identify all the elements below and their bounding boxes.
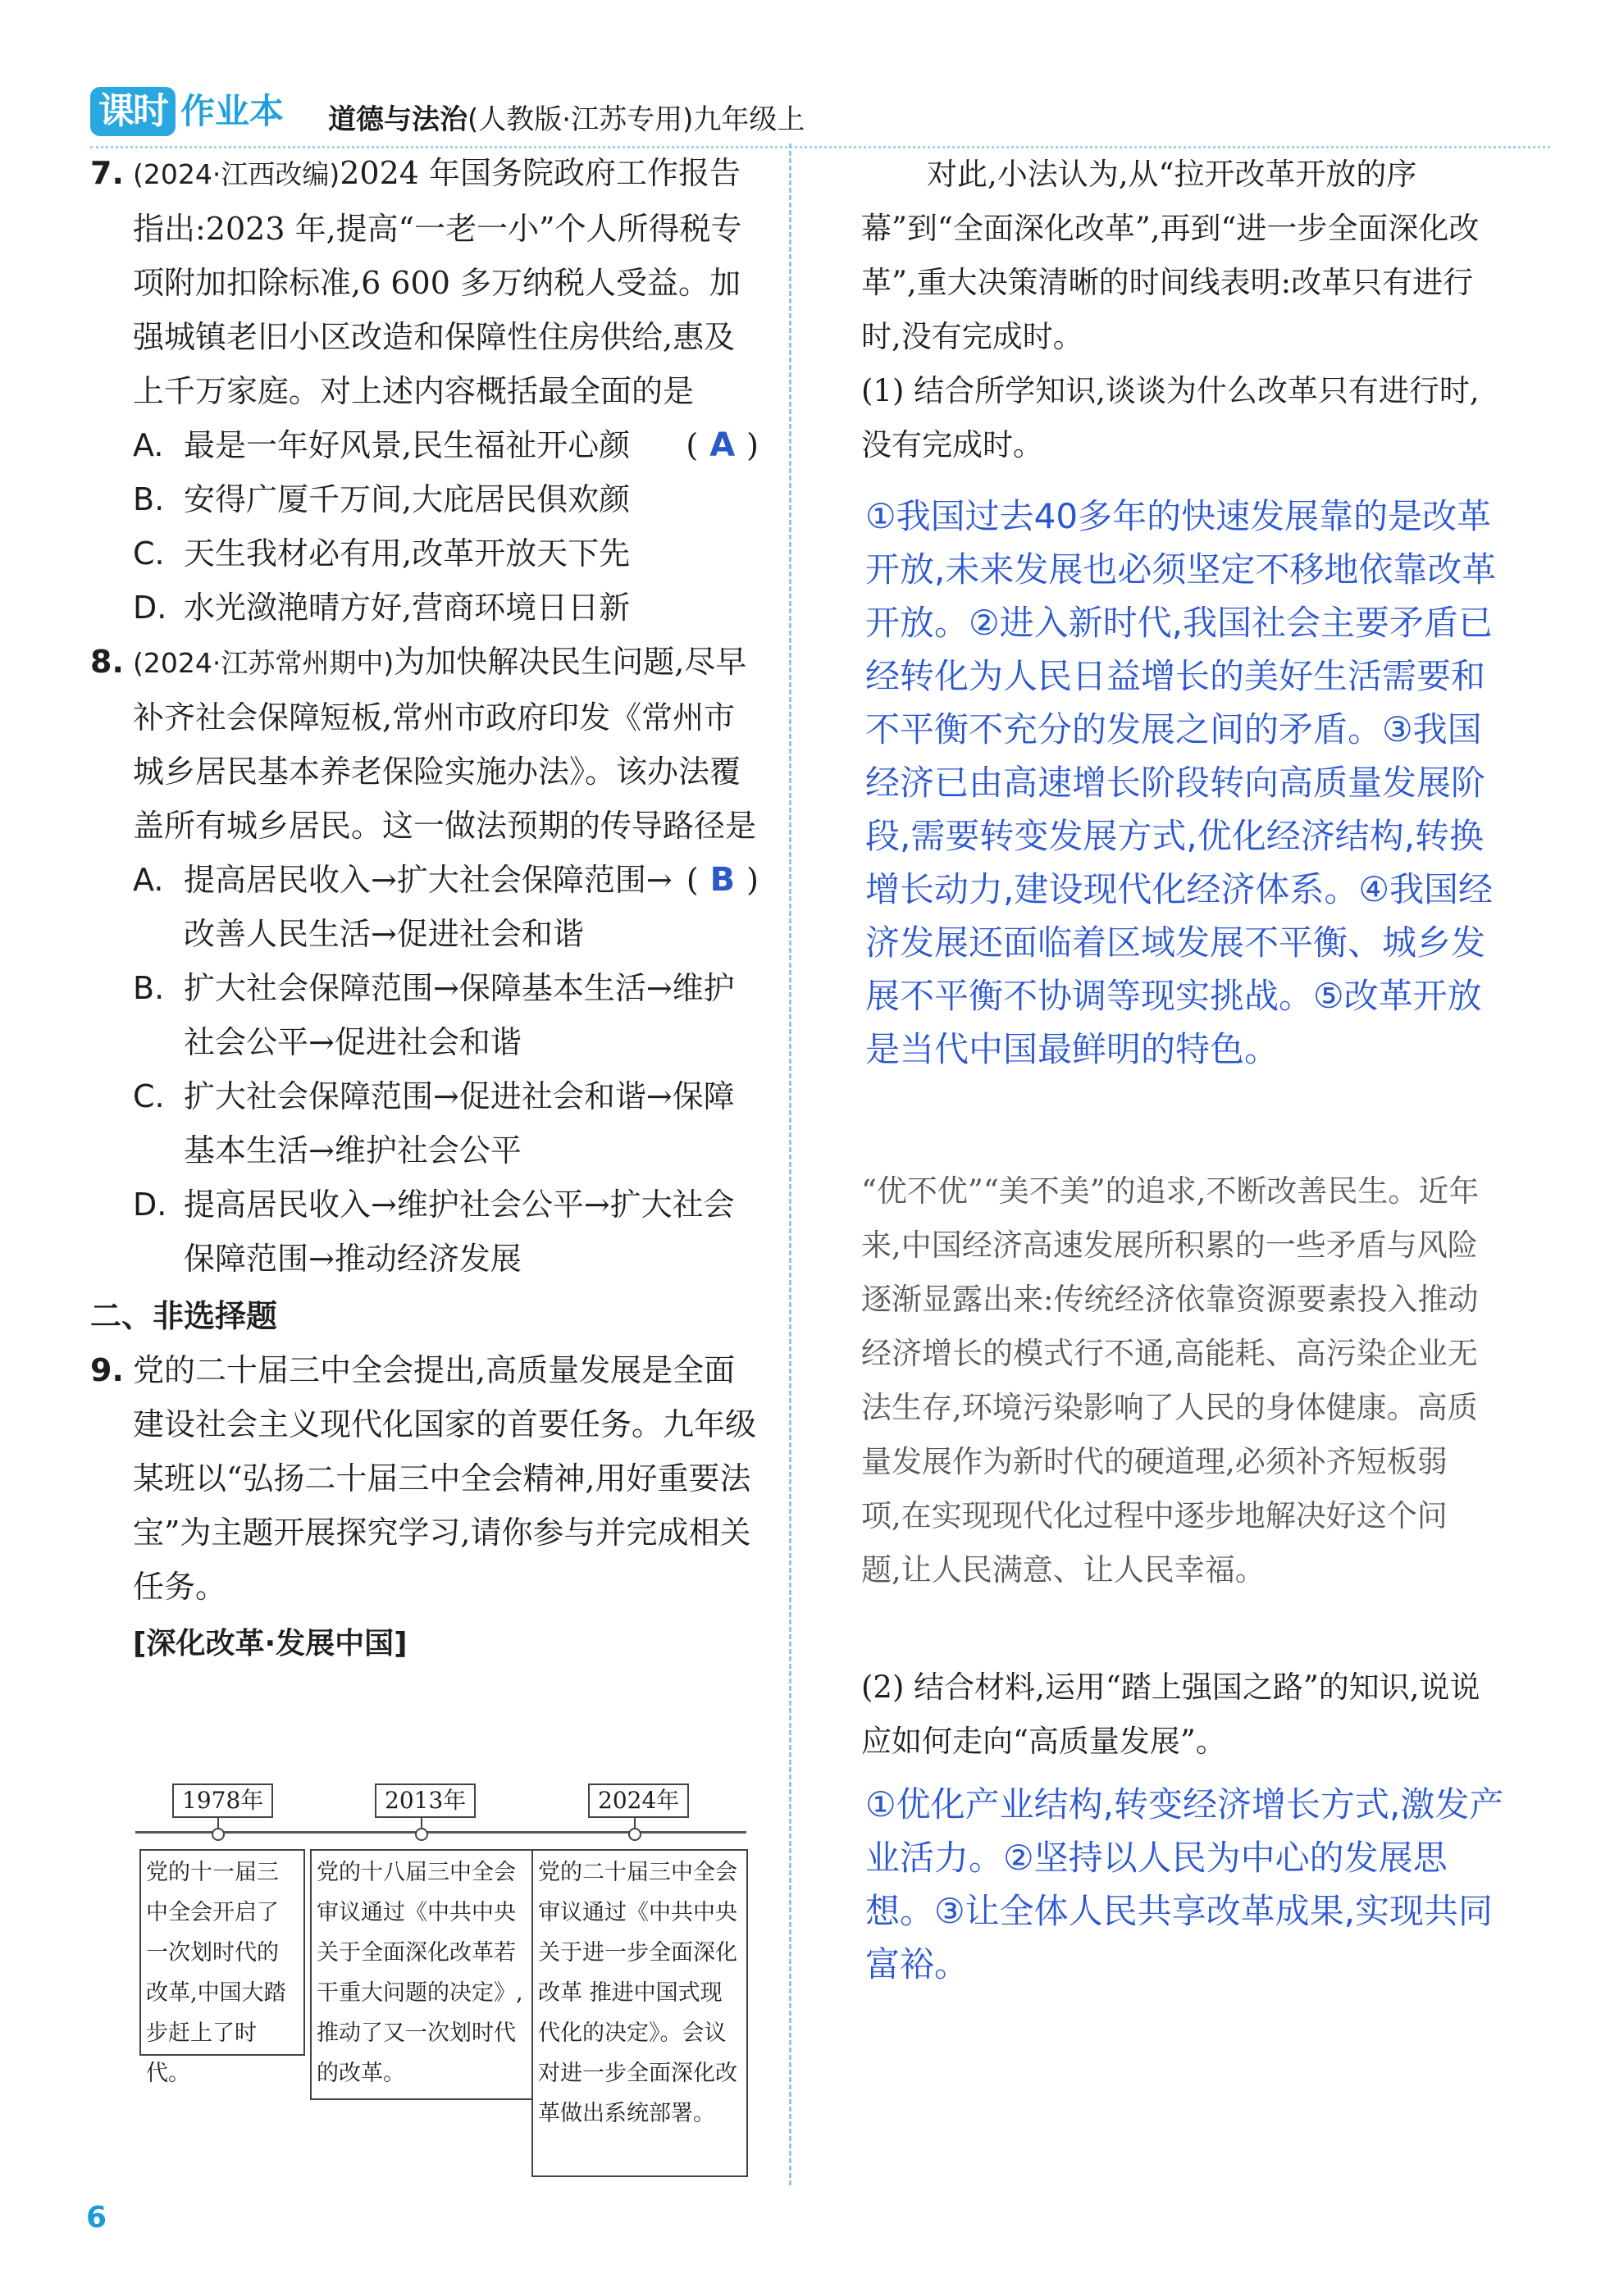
option-c (133, 526, 759, 581)
question-8 (90, 635, 759, 899)
bracket-right: ) (746, 862, 759, 898)
subject-name: 道德与法治 (328, 103, 467, 136)
answer-choice: A (709, 426, 736, 464)
option-text: 提高居民收入→维护社会公平→扩大社会保障范围→推动经济发展 (184, 1187, 735, 1277)
option-d (133, 1178, 759, 1286)
logo-text: 作业本 (180, 91, 285, 131)
intro-paragraph: 对此,小法认为,从“拉开改革开放的序幕”到“全面深化改革”,再到“进一步全面深化改革”,重大决策清晰的时间线表明:改革只有进行时,没有完成时。 (861, 157, 1480, 354)
timeline-pin (628, 1828, 641, 1841)
question-number: 7. (90, 155, 124, 191)
option-text: 水光潋滟晴方好,营商环境日日新 (184, 590, 631, 626)
bracket-right: ) (746, 427, 759, 463)
brand-logo (90, 87, 284, 138)
timeline-event: 党的十一届三中全会开启了一次划时代的改革,中国大踏步赶上了时代。 (139, 1849, 305, 2056)
option-letter: D. (133, 1187, 167, 1223)
option-letter: A. (133, 862, 164, 898)
option-text: 安得广厦千万间,大庇居民俱欢颜 (184, 481, 631, 517)
timeline-pin (415, 1828, 428, 1841)
timeline-year: 2024年 (588, 1784, 689, 1818)
option-text: 最是一年好风景,民生福祉开心颜 (184, 427, 631, 463)
option-letter: C. (133, 1078, 165, 1114)
question-stem: 为加快解决民生问题,尽早补齐社会保障短板,常州市政府印发《常州市城乡居民基本养老保险实施办法》。该办法覆盖所有城乡居民。这一做法预期的传导路径是 (133, 644, 757, 844)
option-b (133, 472, 759, 526)
question-stem: 党的二十届三中全会提出,高质量发展是全面建设社会主义现代化国家的首要任务。九年级某班以“弘扬二十届三中全会精神,用好重要法宝”为主题开展探究学习,请你参与并完成相关任务。 (133, 1352, 757, 1605)
handwritten-answer-2: ①优化产业结构,转变经济增长方式,激发产业活力。②坚持以人民为中心的发展思想。③让全体人民共享改革成果,实现共同富裕。 (865, 1784, 1504, 1984)
option-text: 天生我材必有用,改革开放天下先 (184, 535, 631, 572)
option-a (133, 418, 759, 472)
sub-question-1: (1) 结合所学知识,谈谈为什么改革只有进行时,没有完成时。 (861, 373, 1480, 462)
option-d (133, 581, 759, 635)
option-letter: A. (133, 427, 164, 463)
option-b (133, 961, 759, 1069)
question-9 (90, 1343, 759, 1614)
option-text: 扩大社会保障范围→促进社会和谐→保障基本生活→维护社会公平 (184, 1078, 735, 1168)
page-header (90, 82, 1550, 148)
timeline-year: 1978年 (172, 1784, 273, 1818)
subject-title (328, 97, 805, 137)
timeline-pin (212, 1828, 225, 1841)
grade-label: 九年级上 (693, 103, 805, 136)
option-text: 提高居民收入→扩大社会保障范围→改善人民生活→促进社会和谐 (184, 862, 673, 952)
option-c (133, 1069, 759, 1178)
option-letter: B. (133, 481, 165, 517)
page-number: 6 (86, 2201, 107, 2234)
timeline-axis (135, 1831, 746, 1834)
question-source: (2024·江苏常州期中) (133, 647, 395, 679)
option-a (133, 853, 759, 961)
bracket-left: ( (686, 427, 699, 463)
edition-label: (人教版·江苏专用) (467, 103, 694, 136)
left-column (90, 146, 759, 1671)
bracket-left: ( (686, 862, 699, 898)
right-column (861, 148, 1485, 472)
material-heading: [深化改革·发展中国] (133, 1627, 408, 1660)
question-number: 8. (90, 644, 124, 680)
handwritten-answer-1: ①我国过去40多年的快速发展靠的是改革开放,未来发展也必须坚定不移地依靠改革开放。②进入新时代,我国社会主要矛盾已经转化为人民日益增长的美好生活需要和不平衡不充分的发展之间的矛盾。③我国经济已由高速增长阶段转向高质量发展阶段,需要转变发展方式,优化经济结构,转换增长动力,建设现代化经济体系。④我国经济发展还面临着区域发展不平衡、城乡发展不平衡不协调等现实挑战。⑤改革开放是当代中国最鲜明的特色。 (865, 496, 1497, 1069)
material-paragraph: “优不优”“美不美”的追求,不断改善民生。近年来,中国经济高速发展所积累的一些矛盾与风险逐渐显露出来:传统经济依靠资源要素投入推动经济增长的模式行不通,高能耗、高污染企业无法生存,环境污染影响了人民的身体健康。高质量发展作为新时代的硬道理,必须补齐短板弱项,在实现现代化过程中逐步地解决好这个问题,让人民满意、让人民幸福。 (861, 1173, 1480, 1588)
timeline-event: 党的二十届三中全会审议通过《中共中央关于进一步全面深化改革 推进中国式现代化的决定》。会议对进一步全面深化改革做出系统部署。 (531, 1849, 748, 2177)
question-source: (2024·江西改编) (133, 158, 340, 190)
section-title: 二、非选择题 (90, 1298, 278, 1334)
reform-timeline (135, 1784, 750, 2169)
logo-mark: 课时 (90, 87, 176, 136)
column-divider (789, 144, 791, 2185)
answer-choice: B (709, 861, 736, 899)
timeline-year: 2013年 (375, 1784, 476, 1818)
option-letter: D. (133, 590, 167, 626)
option-text: 扩大社会保障范围→保障基本生活→维护社会公平→促进社会和谐 (184, 970, 735, 1060)
question-number: 9. (90, 1352, 124, 1388)
option-letter: B. (133, 970, 165, 1006)
option-letter: C. (133, 535, 165, 572)
sub-question-2: (2) 结合材料,运用“踏上强国之路”的知识,说说应如何走向“高质量发展”。 (861, 1670, 1480, 1759)
question-stem: 2024 年国务院政府工作报告指出:2023 年,提高“一老一小”个人所得税专项附加扣除标准,6 600 多万纳税人受益。加强城镇老旧小区改造和保障性住房供给,惠及上千万家庭。对上述内容概括最全面的是 (133, 155, 742, 409)
timeline-event: 党的十八届三中全会审议通过《中共中央关于全面深化改革若干重大问题的决定》,推动了又一次划时代的改革。 (310, 1849, 533, 2100)
